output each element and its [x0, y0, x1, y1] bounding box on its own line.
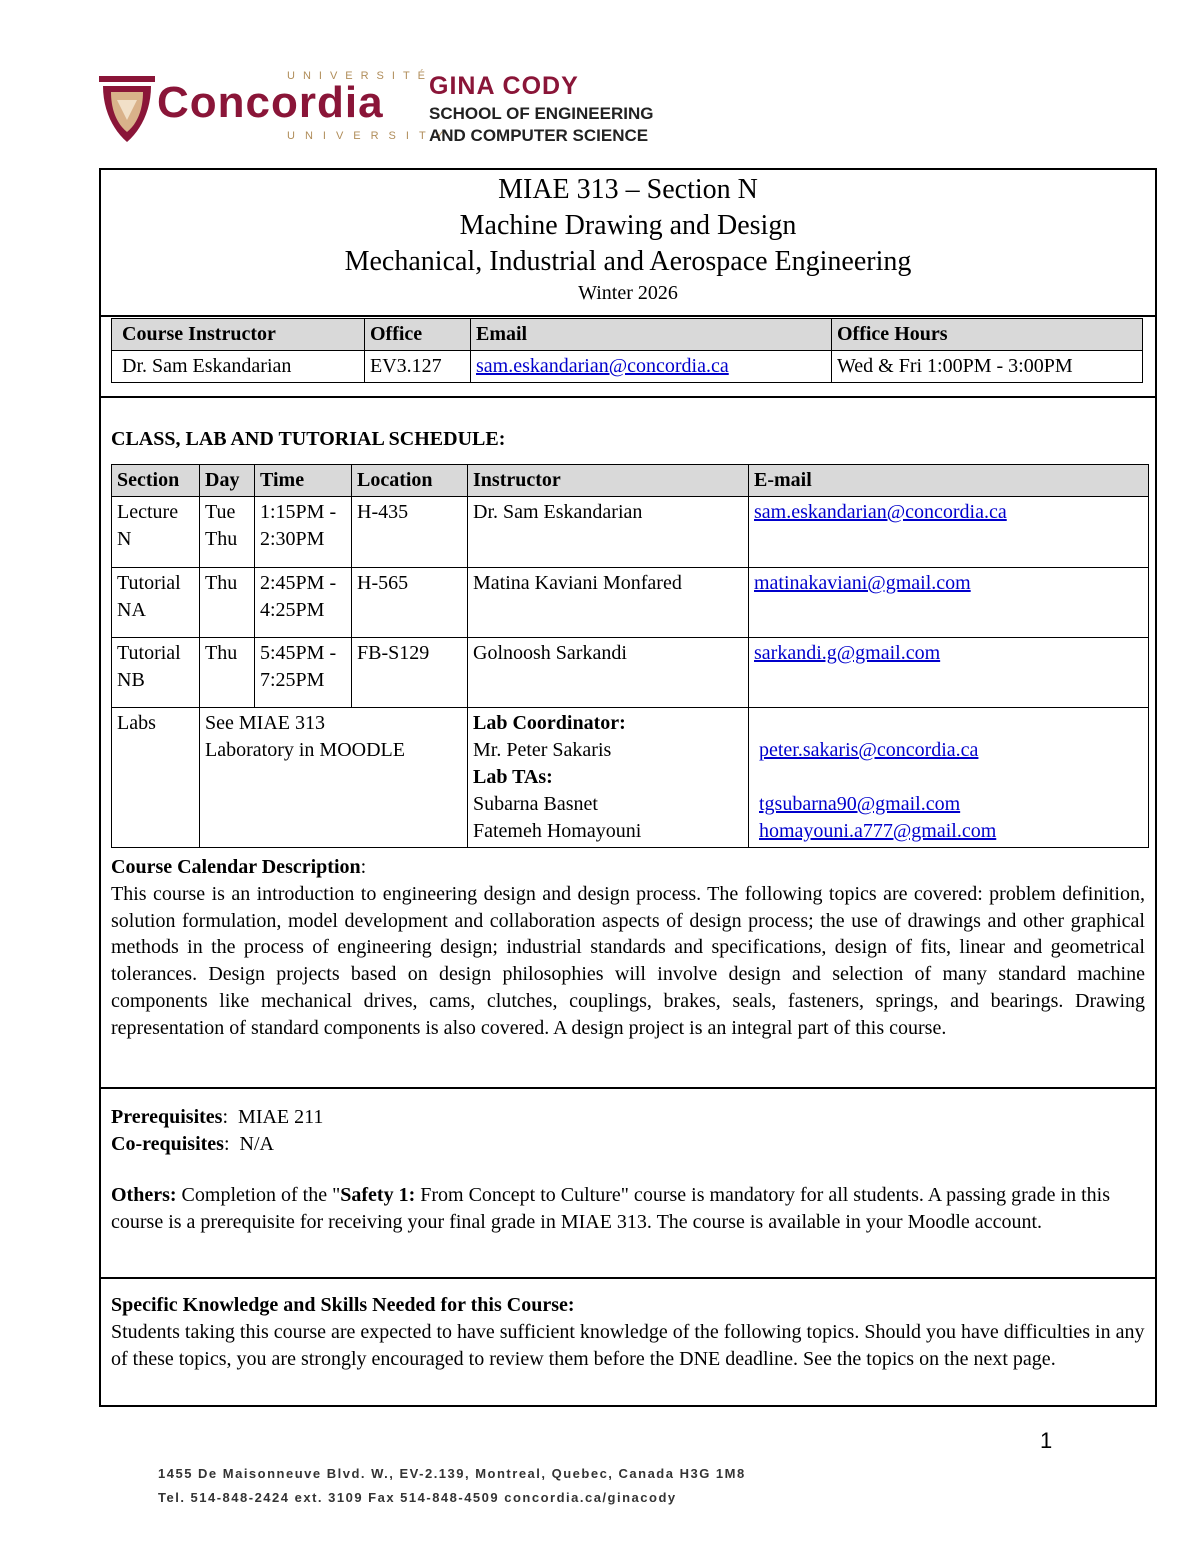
description-text: This course is an introduction to engineering design and design process. The following topics are covered: problem definition, solution formulation, model development and collaboration aspects of design process; the use of drawings and other graphical methods in the process of engineering design; industrial standards and specifications, design of fits, linear and geometrical tolerances. Design projects based on design philosophies will involve design and selection of many standard machine components like mechanical drives, cams, clutches, couplings, brakes, seals, fasteners, springs, and bearings. Drawing representation of standard components is also covered. A design project is an integral part of this course.: [111, 882, 1145, 1039]
others-text-pre: Completion of the ": [181, 1184, 341, 1206]
email-link[interactable]: matinakaviani@gmail.com: [754, 572, 971, 594]
day: Thu: [205, 528, 238, 550]
day: Tue: [205, 501, 236, 523]
description-label: Course Calendar Description: [111, 856, 361, 878]
header-course-instructor: Course Instructor: [112, 319, 365, 351]
instructor: Golnoosh Sarkandi: [468, 638, 749, 708]
instructor-office: EV3.127: [365, 351, 471, 383]
universite-label: UNIVERSITÉ: [287, 70, 434, 82]
header-section: Section: [112, 465, 200, 497]
footer-contact: Tel. 514-848-2424 ext. 3109 Fax 514-848-4509 concordia.ca/ginacody: [158, 1490, 677, 1505]
corequisites-value: N/A: [239, 1132, 274, 1155]
section-name: Tutorial: [117, 642, 181, 664]
location: FB-S129: [352, 638, 468, 708]
section-name: Labs: [112, 708, 200, 848]
schedule-table: [111, 464, 1149, 848]
header-email: E-mail: [749, 465, 1149, 497]
page-number: 1: [1040, 1428, 1053, 1453]
time-start: 5:45PM -: [260, 642, 337, 664]
instructor: Dr. Sam Eskandarian: [468, 497, 749, 568]
table-row: [112, 497, 1149, 568]
requisites: Prerequisites: MIAE 211 Co-requisites: N/A: [111, 1106, 324, 1155]
lab-ta-name: Subarna Basnet: [473, 793, 598, 815]
time-start: 1:15PM -: [260, 501, 337, 523]
lab-ta-email-link[interactable]: tgsubarna90@gmail.com: [759, 793, 961, 815]
lab-ta-email-link[interactable]: homayouni.a777@gmail.com: [759, 820, 997, 842]
day: Thu: [200, 568, 255, 638]
time-end: 4:25PM: [260, 599, 325, 621]
divider: [101, 396, 1155, 398]
concordia-wordmark: Concordia: [157, 78, 384, 127]
corequisites-label: Co-requisites: [111, 1132, 224, 1155]
labs-info: Laboratory in MOODLE: [205, 739, 405, 761]
lab-coordinator-label: Lab Coordinator:: [473, 712, 626, 734]
term: Winter 2026: [578, 282, 678, 304]
header-office-hours: Office Hours: [832, 319, 1143, 351]
instructor-table: [111, 318, 1143, 383]
others-note: [111, 1182, 1145, 1236]
instructor-name: Dr. Sam Eskandarian: [112, 351, 365, 383]
course-code-section: MIAE 313 – Section N: [498, 174, 758, 205]
prerequisites-label: Prerequisites: [111, 1106, 223, 1128]
concordia-shield-icon: [97, 70, 157, 150]
header-location: Location: [352, 465, 468, 497]
university-label: UNIVERSITY: [287, 130, 454, 142]
department: Mechanical, Industrial and Aerospace Engineering: [344, 246, 912, 277]
time-end: 7:25PM: [260, 669, 325, 691]
course-name: Machine Drawing and Design: [459, 210, 797, 241]
header-email: Email: [471, 319, 832, 351]
others-safety-bold: Safety 1:: [340, 1184, 416, 1206]
divider: [101, 1277, 1155, 1279]
table-row: [112, 638, 1149, 708]
skills-section: [111, 1292, 1145, 1372]
lab-coordinator-name: Mr. Peter Sakaris: [473, 739, 612, 761]
labs-info: See MIAE 313: [205, 712, 325, 734]
school-title: GINA CODY: [429, 72, 579, 100]
instructor-email-link[interactable]: sam.eskandarian@concordia.ca: [476, 355, 729, 377]
others-text-post: From Concept to Culture" course is mandatory for all students. A passing grade in this course is a prerequisite for receiving your final grade in MIAE 313. The course is available in your Moodle account.: [111, 1184, 1110, 1233]
schedule-heading: CLASS, LAB AND TUTORIAL SCHEDULE:: [111, 428, 506, 450]
day: Thu: [200, 638, 255, 708]
others-label: Others:: [111, 1184, 177, 1206]
lab-ta-name: Fatemeh Homayouni: [473, 820, 642, 842]
table-row-labs: [112, 708, 1149, 848]
table-row: [112, 568, 1149, 638]
location: H-565: [352, 568, 468, 638]
time-start: 2:45PM -: [260, 572, 337, 594]
email-link[interactable]: sam.eskandarian@concordia.ca: [754, 501, 1007, 523]
header-time: Time: [255, 465, 352, 497]
header-instructor: Instructor: [468, 465, 749, 497]
instructor: Matina Kaviani Monfared: [468, 568, 749, 638]
header-office: Office: [365, 319, 471, 351]
course-outline-frame: [99, 168, 1157, 1407]
lab-tas-label: Lab TAs:: [473, 766, 553, 788]
skills-heading: Specific Knowledge and Skills Needed for this Course:: [111, 1294, 575, 1316]
time-end: 2:30PM: [260, 528, 325, 550]
section-name: Lecture: [117, 501, 179, 523]
instructor-office-hours: Wed & Fri 1:00PM - 3:00PM: [832, 351, 1143, 383]
lab-coordinator-email-link[interactable]: peter.sakaris@concordia.ca: [759, 739, 979, 761]
email-link[interactable]: sarkandi.g@gmail.com: [754, 642, 941, 664]
header-logos: [97, 66, 697, 156]
school-line-2: AND COMPUTER SCIENCE: [429, 126, 649, 145]
section-code: N: [117, 528, 132, 550]
divider: [101, 1087, 1155, 1089]
section-code: NB: [117, 669, 145, 691]
divider: [101, 315, 1155, 317]
school-line-1: SCHOOL OF ENGINEERING: [429, 104, 654, 123]
skills-text: Students taking this course are expected to have sufficient knowledge of the following topics. Should you have difficulties in any of these topics, you are strongly encouraged to review them before the DNE deadline. See the topics on the next page.: [111, 1320, 1145, 1370]
footer-address: 1455 De Maisonneuve Blvd. W., EV-2.139, Montreal, Quebec, Canada H3G 1M8: [158, 1466, 746, 1481]
header-day: Day: [200, 465, 255, 497]
location: H-435: [352, 497, 468, 568]
prerequisites-value: MIAE 211: [238, 1106, 324, 1128]
section-code: NA: [117, 599, 146, 621]
section-name: Tutorial: [117, 572, 181, 594]
course-description: Course Calendar Description: This course is an introduction to engineering design and design process. The following topics are covered: problem definition, solution formulation, model development and collaboration aspects of design process; the use of drawings and other graphical methods in the process of engineering design; industrial standards and specifications, design of fits, linear and geometrical tolerances. Design projects based on design philosophies will involve design and selection of many standard machine components like mechanical drives, cams, clutches, couplings, brakes, seals, fasteners, springs, and bearings. Drawing representation of standard components is also covered. A design project is an integral part of this course.: [111, 856, 1145, 1039]
